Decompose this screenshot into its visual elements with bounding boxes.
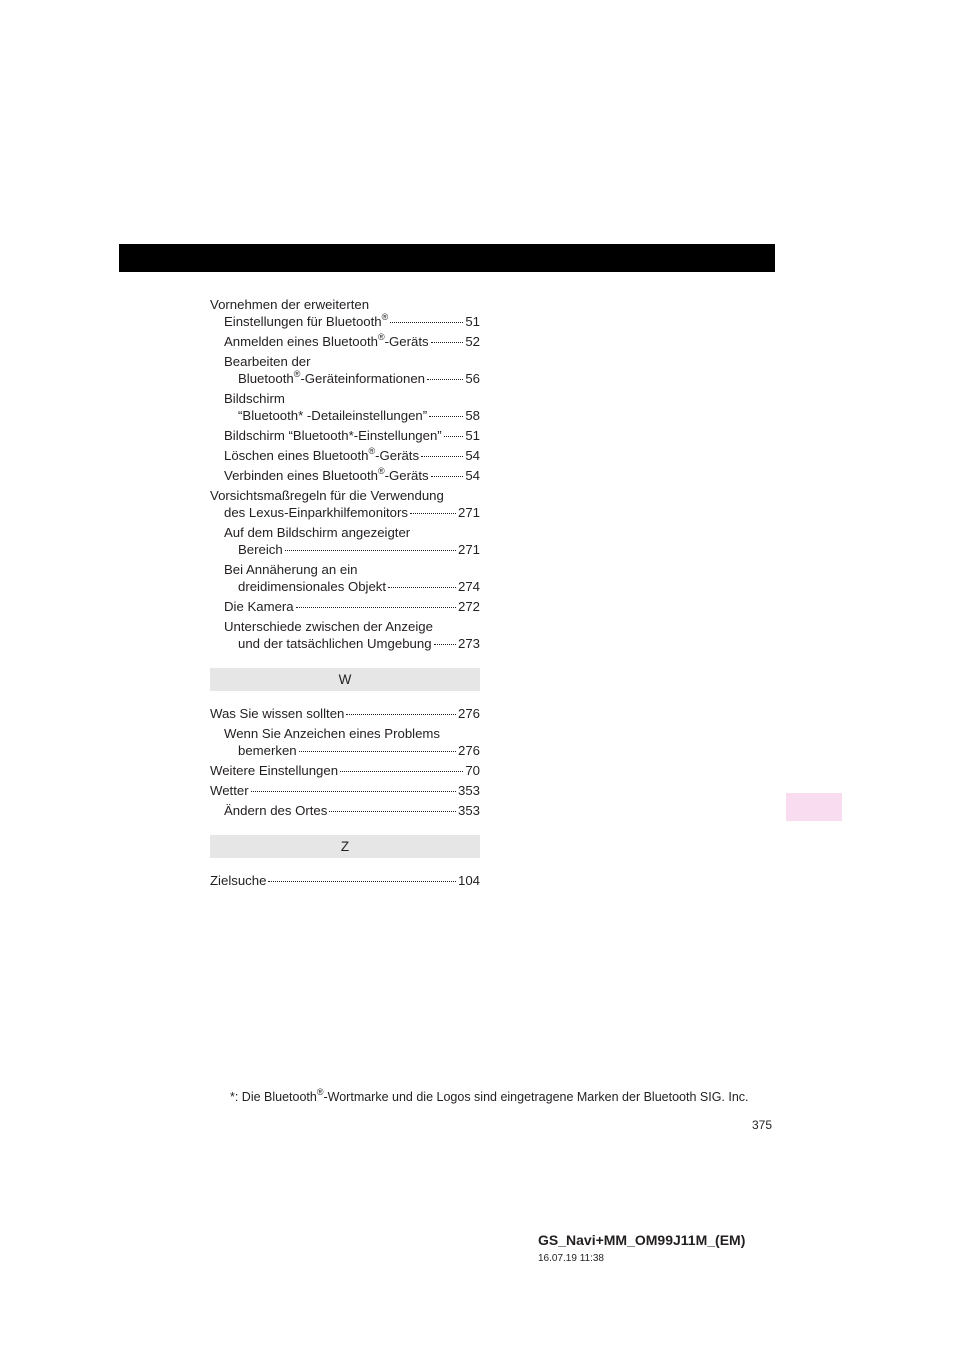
index-entry — [210, 390, 480, 424]
dot-leader — [388, 586, 456, 588]
entry-page: 51 — [465, 314, 480, 329]
entry-line — [210, 313, 480, 330]
entry-page: 70 — [465, 763, 480, 778]
entry-line — [224, 561, 480, 578]
entry-line — [210, 504, 480, 521]
entry-page: 272 — [457, 599, 480, 614]
dot-leader — [329, 810, 456, 812]
entry-page: 58 — [465, 408, 480, 423]
index-entry — [210, 872, 480, 889]
index-entry — [210, 353, 480, 387]
entry-page: 271 — [457, 542, 480, 557]
index-entry — [210, 802, 480, 819]
document-id: GS_Navi+MM_OM99J11M_(EM) — [538, 1232, 746, 1248]
entry-text: Auf dem Bildschirm angezeigter — [224, 525, 411, 540]
entry-line — [210, 762, 480, 779]
entry-line — [224, 618, 480, 635]
entry-page: 276 — [457, 743, 480, 758]
entry-page: 51 — [465, 428, 480, 443]
section-header-z — [210, 835, 480, 858]
index-entry — [210, 487, 480, 521]
entry-text: Bei Annäherung an ein — [224, 562, 358, 577]
entry-text: bemerken — [238, 743, 297, 758]
entry-text: Vorsichtsmaßregeln für die Verwendung — [210, 488, 444, 503]
index-entry — [210, 598, 480, 615]
section-header-w — [210, 668, 480, 691]
entry-page: 54 — [465, 468, 480, 483]
index-column — [210, 296, 480, 892]
index-list-w — [210, 705, 480, 819]
entry-text: Was Sie wissen sollten — [210, 706, 345, 721]
dot-leader — [296, 606, 456, 608]
dot-leader — [421, 455, 463, 457]
entry-line — [224, 598, 480, 615]
entry-text: Löschen eines Bluetooth®-Geräts — [224, 445, 420, 463]
index-entry — [210, 333, 480, 350]
entry-text: Vornehmen der erweiterten — [210, 297, 370, 312]
page-number: 375 — [752, 1118, 773, 1132]
entry-text: Bereich — [238, 542, 283, 557]
dot-leader — [434, 643, 456, 645]
entry-line — [210, 782, 480, 799]
entry-page: 274 — [457, 579, 480, 594]
entry-text: Unterschiede zwischen der Anzeige — [224, 619, 433, 634]
entry-text: Bearbeiten der — [224, 354, 311, 369]
entry-line — [224, 353, 480, 370]
index-entry — [210, 427, 480, 444]
entry-line — [224, 390, 480, 407]
side-tab — [786, 793, 842, 821]
entry-text: Einstellungen für Bluetooth® — [224, 311, 389, 329]
entry-page: 273 — [457, 636, 480, 651]
entry-page: 104 — [457, 873, 480, 888]
entry-line — [224, 407, 480, 424]
entry-line — [224, 742, 480, 759]
entry-line — [224, 578, 480, 595]
header-bar — [119, 244, 775, 272]
entry-page: 52 — [465, 334, 480, 349]
index-list-v — [210, 296, 480, 652]
entry-line — [210, 705, 480, 722]
entry-line — [224, 725, 480, 742]
dot-leader — [431, 475, 464, 477]
dot-leader — [251, 790, 456, 792]
index-list-z — [210, 872, 480, 889]
entry-page: 271 — [457, 505, 480, 520]
entry-text: Wetter — [210, 783, 249, 798]
entry-text: Wenn Sie Anzeichen eines Problems — [224, 726, 441, 741]
dot-leader — [299, 750, 456, 752]
entry-line — [224, 333, 480, 350]
dot-leader — [346, 713, 456, 715]
dot-leader — [444, 435, 464, 437]
dot-leader — [410, 512, 456, 514]
entry-page: 56 — [465, 371, 480, 386]
entry-text: des Lexus-Einparkhilfemonitors — [224, 505, 408, 520]
entry-line — [210, 296, 480, 313]
entry-line — [224, 541, 480, 558]
entry-line — [224, 635, 480, 652]
index-entry — [210, 561, 480, 595]
entry-page: 54 — [465, 448, 480, 463]
dot-leader — [390, 321, 463, 323]
entry-page: 353 — [457, 783, 480, 798]
entry-text: Zielsuche — [210, 873, 267, 888]
index-entry — [210, 524, 480, 558]
footnote — [230, 1086, 776, 1104]
index-entry — [210, 296, 480, 330]
entry-page: 353 — [457, 803, 480, 818]
entry-text: Bildschirm “Bluetooth*-Einstellungen” — [224, 428, 442, 443]
entry-text: Ändern des Ortes — [224, 803, 328, 818]
section-letter: Z — [340, 839, 350, 854]
entry-line — [224, 427, 480, 444]
index-entry — [210, 618, 480, 652]
entry-line — [210, 487, 480, 504]
entry-page: 276 — [457, 706, 480, 721]
index-entry — [210, 447, 480, 464]
dot-leader — [429, 415, 463, 417]
index-entry — [210, 467, 480, 484]
entry-line — [224, 524, 480, 541]
index-entry — [210, 762, 480, 779]
document-date: 16.07.19 11:38 — [538, 1253, 604, 1264]
entry-text: Anmelden eines Bluetooth®-Geräts — [224, 331, 429, 349]
dot-leader — [285, 549, 456, 551]
entry-line — [224, 447, 480, 464]
dot-leader — [268, 880, 456, 882]
entry-text: Die Kamera — [224, 599, 294, 614]
index-entry — [210, 725, 480, 759]
section-letter: W — [338, 672, 352, 687]
dot-leader — [431, 341, 464, 343]
dot-leader — [340, 770, 463, 772]
entry-text: und der tatsächlichen Umgebung — [238, 636, 432, 651]
index-entry — [210, 782, 480, 799]
entry-text: dreidimensionales Objekt — [238, 579, 387, 594]
entry-text: Weitere Einstellungen — [210, 763, 339, 778]
entry-line — [224, 370, 480, 387]
entry-text: Bildschirm — [224, 391, 285, 406]
entry-line — [224, 467, 480, 484]
entry-text: Verbinden eines Bluetooth®-Geräts — [224, 465, 429, 483]
entry-text: Bluetooth®-Geräteinformationen — [238, 368, 425, 386]
entry-line — [224, 802, 480, 819]
dot-leader — [427, 378, 463, 380]
entry-line — [210, 872, 480, 889]
footnote-text: *: Die Bluetooth®-Wortmarke und die Logos sind eingetragene Marken der Bluetooth SIG. Inc. — [230, 1086, 749, 1104]
entry-text: “Bluetooth* -Detaileinstellungen” — [238, 408, 428, 423]
index-entry — [210, 705, 480, 722]
